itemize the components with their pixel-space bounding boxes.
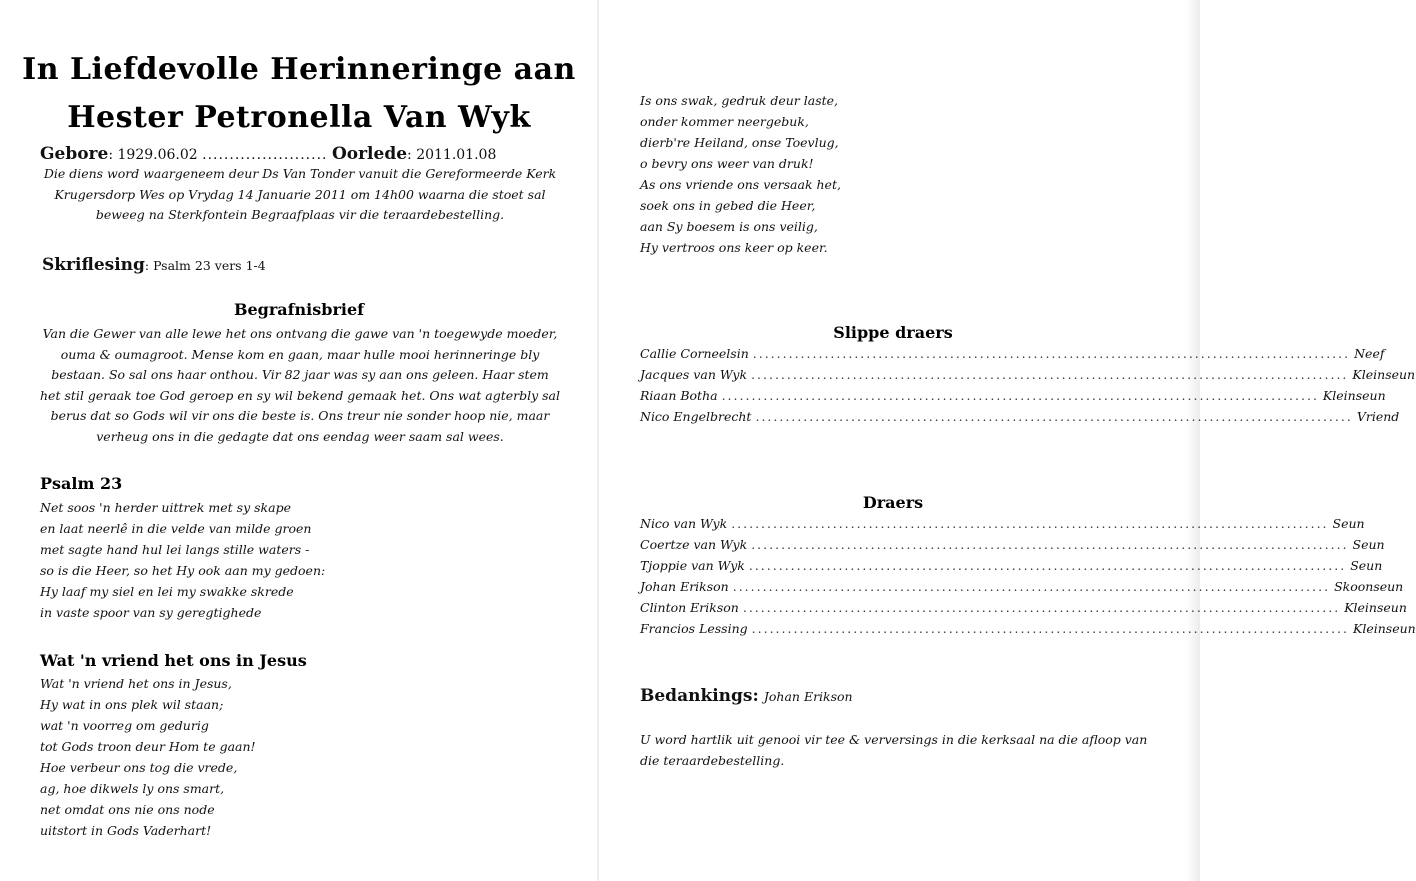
bearer-role: Skoonseun [1334, 579, 1404, 594]
died-label: Oorlede [331, 144, 408, 164]
letter-line: berus dat so Gods wil vir ons die beste is. Ons treur nie sonder hoop nie, maar [50, 408, 550, 423]
funeral-letter-heading: Begrafnisbrief [233, 300, 365, 319]
hymn-line: Hy vertroos ons keer op keer. [640, 240, 828, 255]
psalm-text [40, 497, 325, 623]
bearer-role: Kleinseun [1322, 388, 1386, 403]
psalm-line: in vaste spoor van sy geregtighede [40, 605, 262, 620]
psalm-line: Net soos 'n herder uittrek met sy skape [40, 500, 291, 515]
bearer-role: Seun [1352, 537, 1385, 552]
bearer-name: Johan Erikson [640, 579, 729, 594]
hymn-line: soek ons in gebed die Heer, [640, 198, 816, 213]
born-value: : 1929.06.02 [108, 147, 198, 163]
bearer-role: Seun [1350, 558, 1383, 573]
bearer-name: Clinton Erikson [640, 600, 739, 615]
leader-dots: .................................................................................................... [751, 537, 1349, 552]
hymn-line: Is ons swak, gedruk deur laste, [640, 93, 839, 108]
bearer-name: Callie Corneelsin [640, 346, 749, 361]
leader-dots: .................................................................................................... [751, 367, 1349, 382]
bearer-role: Vriend [1356, 409, 1400, 424]
list-item [640, 579, 1404, 599]
bearer-role: Seun [1332, 516, 1365, 531]
leader-dots: .................................................................................................... [755, 409, 1353, 424]
invitation-line: die teraardebestelling. [640, 753, 785, 768]
thanks-value: Johan Erikson [763, 689, 853, 704]
dates-line [40, 144, 560, 164]
scripture-value: : Psalm 23 vers 1-4 [144, 258, 266, 273]
psalm-line: Hy laaf my siel en lei my swakke skrede [40, 584, 294, 599]
thanks-line [640, 686, 853, 706]
bearer-role: Neef [1354, 346, 1385, 361]
service-details [40, 164, 560, 226]
scripture-line [42, 255, 266, 275]
thanks-label: Bedankings: [640, 686, 759, 706]
funeral-letter-text [40, 324, 560, 447]
born-label: Gebore [40, 144, 109, 164]
hymn-text [40, 673, 256, 841]
leader-dots: .................................................................................................... [742, 600, 1341, 615]
letter-line: bestaan. So sal ons haar onthou. Vir 82 jaar was sy aan ons geleen. Haar stem [51, 367, 549, 382]
bearer-role: Kleinseun [1353, 621, 1416, 636]
leader-dots: .................................................................................................... [731, 516, 1329, 531]
psalm-heading: Psalm 23 [40, 474, 123, 493]
invitation-text [640, 729, 1147, 771]
hymn-line: tot Gods troon deur Hom te gaan! [40, 739, 256, 754]
list-item [640, 600, 1407, 620]
hymn-line: wat 'n voorreg om gedurig [40, 718, 209, 733]
hymn-heading: Wat 'n vriend het ons in Jesus [40, 651, 307, 670]
invitation-line: U word hartlik uit genooi vir tee & verversings in die kerksaal na die afloop van [640, 732, 1148, 747]
hymn-line: dierb're Heiland, onse Toevlug, [640, 135, 839, 150]
leader-dots: .................................................................................................... [748, 558, 1347, 573]
psalm-line: so is die Heer, so het Hy ook aan my gedoen: [40, 563, 326, 578]
leader-dots: .................................................................................................... [751, 621, 1349, 636]
letter-line: het stil geraak toe God geroep en sy wil bekend gemaak het. Ons wat agterbly sal [40, 387, 561, 403]
scripture-label: Skriflesing [42, 255, 145, 275]
hymn-line: Hoe verbeur ons tog die vrede, [40, 760, 238, 775]
list-item [640, 346, 1385, 366]
leader-dots: .................................................................................................... [721, 388, 1319, 403]
hymn-line: net omdat ons nie ons node [40, 802, 215, 817]
letter-line: ouma & oumagroot. Mense kom en gaan, maar hulle mooi herinneringe bly [60, 346, 540, 362]
hymn-line: onder kommer neergebuk, [640, 114, 809, 129]
hymn-line: aan Sy boesem is ons veilig, [640, 219, 818, 234]
service-line: beweeg na Sterkfontein Begraafplaas vir die teraardebestelling. [95, 207, 505, 222]
memorial-title: In Liefdevolle Herinneringe aan [22, 52, 576, 87]
hymn-line: Hy wat in ons plek wil staan; [40, 697, 224, 712]
bearer-name: Nico van Wyk [640, 516, 728, 531]
hymn-line: As ons vriende ons versaak het, [640, 177, 841, 192]
hymn-line: Wat 'n vriend het ons in Jesus, [40, 676, 232, 691]
page-fold [597, 0, 599, 881]
hymn-line: ag, hoe dikwels ly ons smart, [40, 781, 225, 796]
list-item [640, 409, 1400, 429]
list-item [640, 537, 1385, 557]
died-value: : 2011.01.08 [407, 147, 497, 163]
service-line: Krugersdorp Wes op Vrydag 14 Januarie 2011 om 14h00 waarna die stoet sal [54, 186, 546, 202]
list-item [640, 621, 1416, 641]
bearer-name: Coertze van Wyk [640, 537, 748, 552]
bearer-name: Nico Engelbrecht [640, 409, 752, 424]
draers-heading: Draers [862, 493, 924, 512]
bearer-role: Kleinseun [1344, 600, 1407, 615]
page-edge-shadow [1186, 0, 1200, 881]
slippe-draers-heading: Slippe draers [833, 323, 953, 342]
list-item [640, 558, 1383, 578]
service-line: Die diens word waargeneem deur Ds Van Tonder vanuit die Gereformeerde Kerk [43, 166, 557, 181]
psalm-line: met sagte hand hul lei langs stille waters - [40, 542, 310, 557]
bearer-name: Tjoppie van Wyk [640, 558, 745, 573]
hymn-line: uitstort in Gods Vaderhart! [40, 823, 212, 838]
bearer-name: Jacques van Wyk [640, 367, 748, 382]
leader-dots: .................................................................................................... [732, 579, 1331, 594]
letter-line: Van die Gewer van alle lewe het ons ontvang die gawe van 'n toegewyde moeder, [42, 326, 558, 341]
letter-line: verheug ons in die gedagte dat ons eendag weer saam sal wees. [96, 428, 504, 444]
list-item [640, 367, 1416, 387]
bearer-name: Riaan Botha [640, 388, 718, 403]
leader-dots: .................................................................................................... [752, 346, 1351, 361]
hymn-continued-text [640, 90, 841, 258]
list-item [640, 516, 1365, 536]
list-item [640, 388, 1386, 408]
bearer-role: Kleinseun [1352, 367, 1416, 382]
hymn-line: o bevry ons weer van druk! [640, 156, 814, 171]
bearer-name: Francios Lessing [640, 621, 748, 636]
psalm-line: en laat neerlê in die velde van milde groen [40, 521, 312, 536]
dates-leader: ....................... [202, 147, 328, 163]
deceased-name: Hester Petronella Van Wyk [67, 100, 531, 135]
